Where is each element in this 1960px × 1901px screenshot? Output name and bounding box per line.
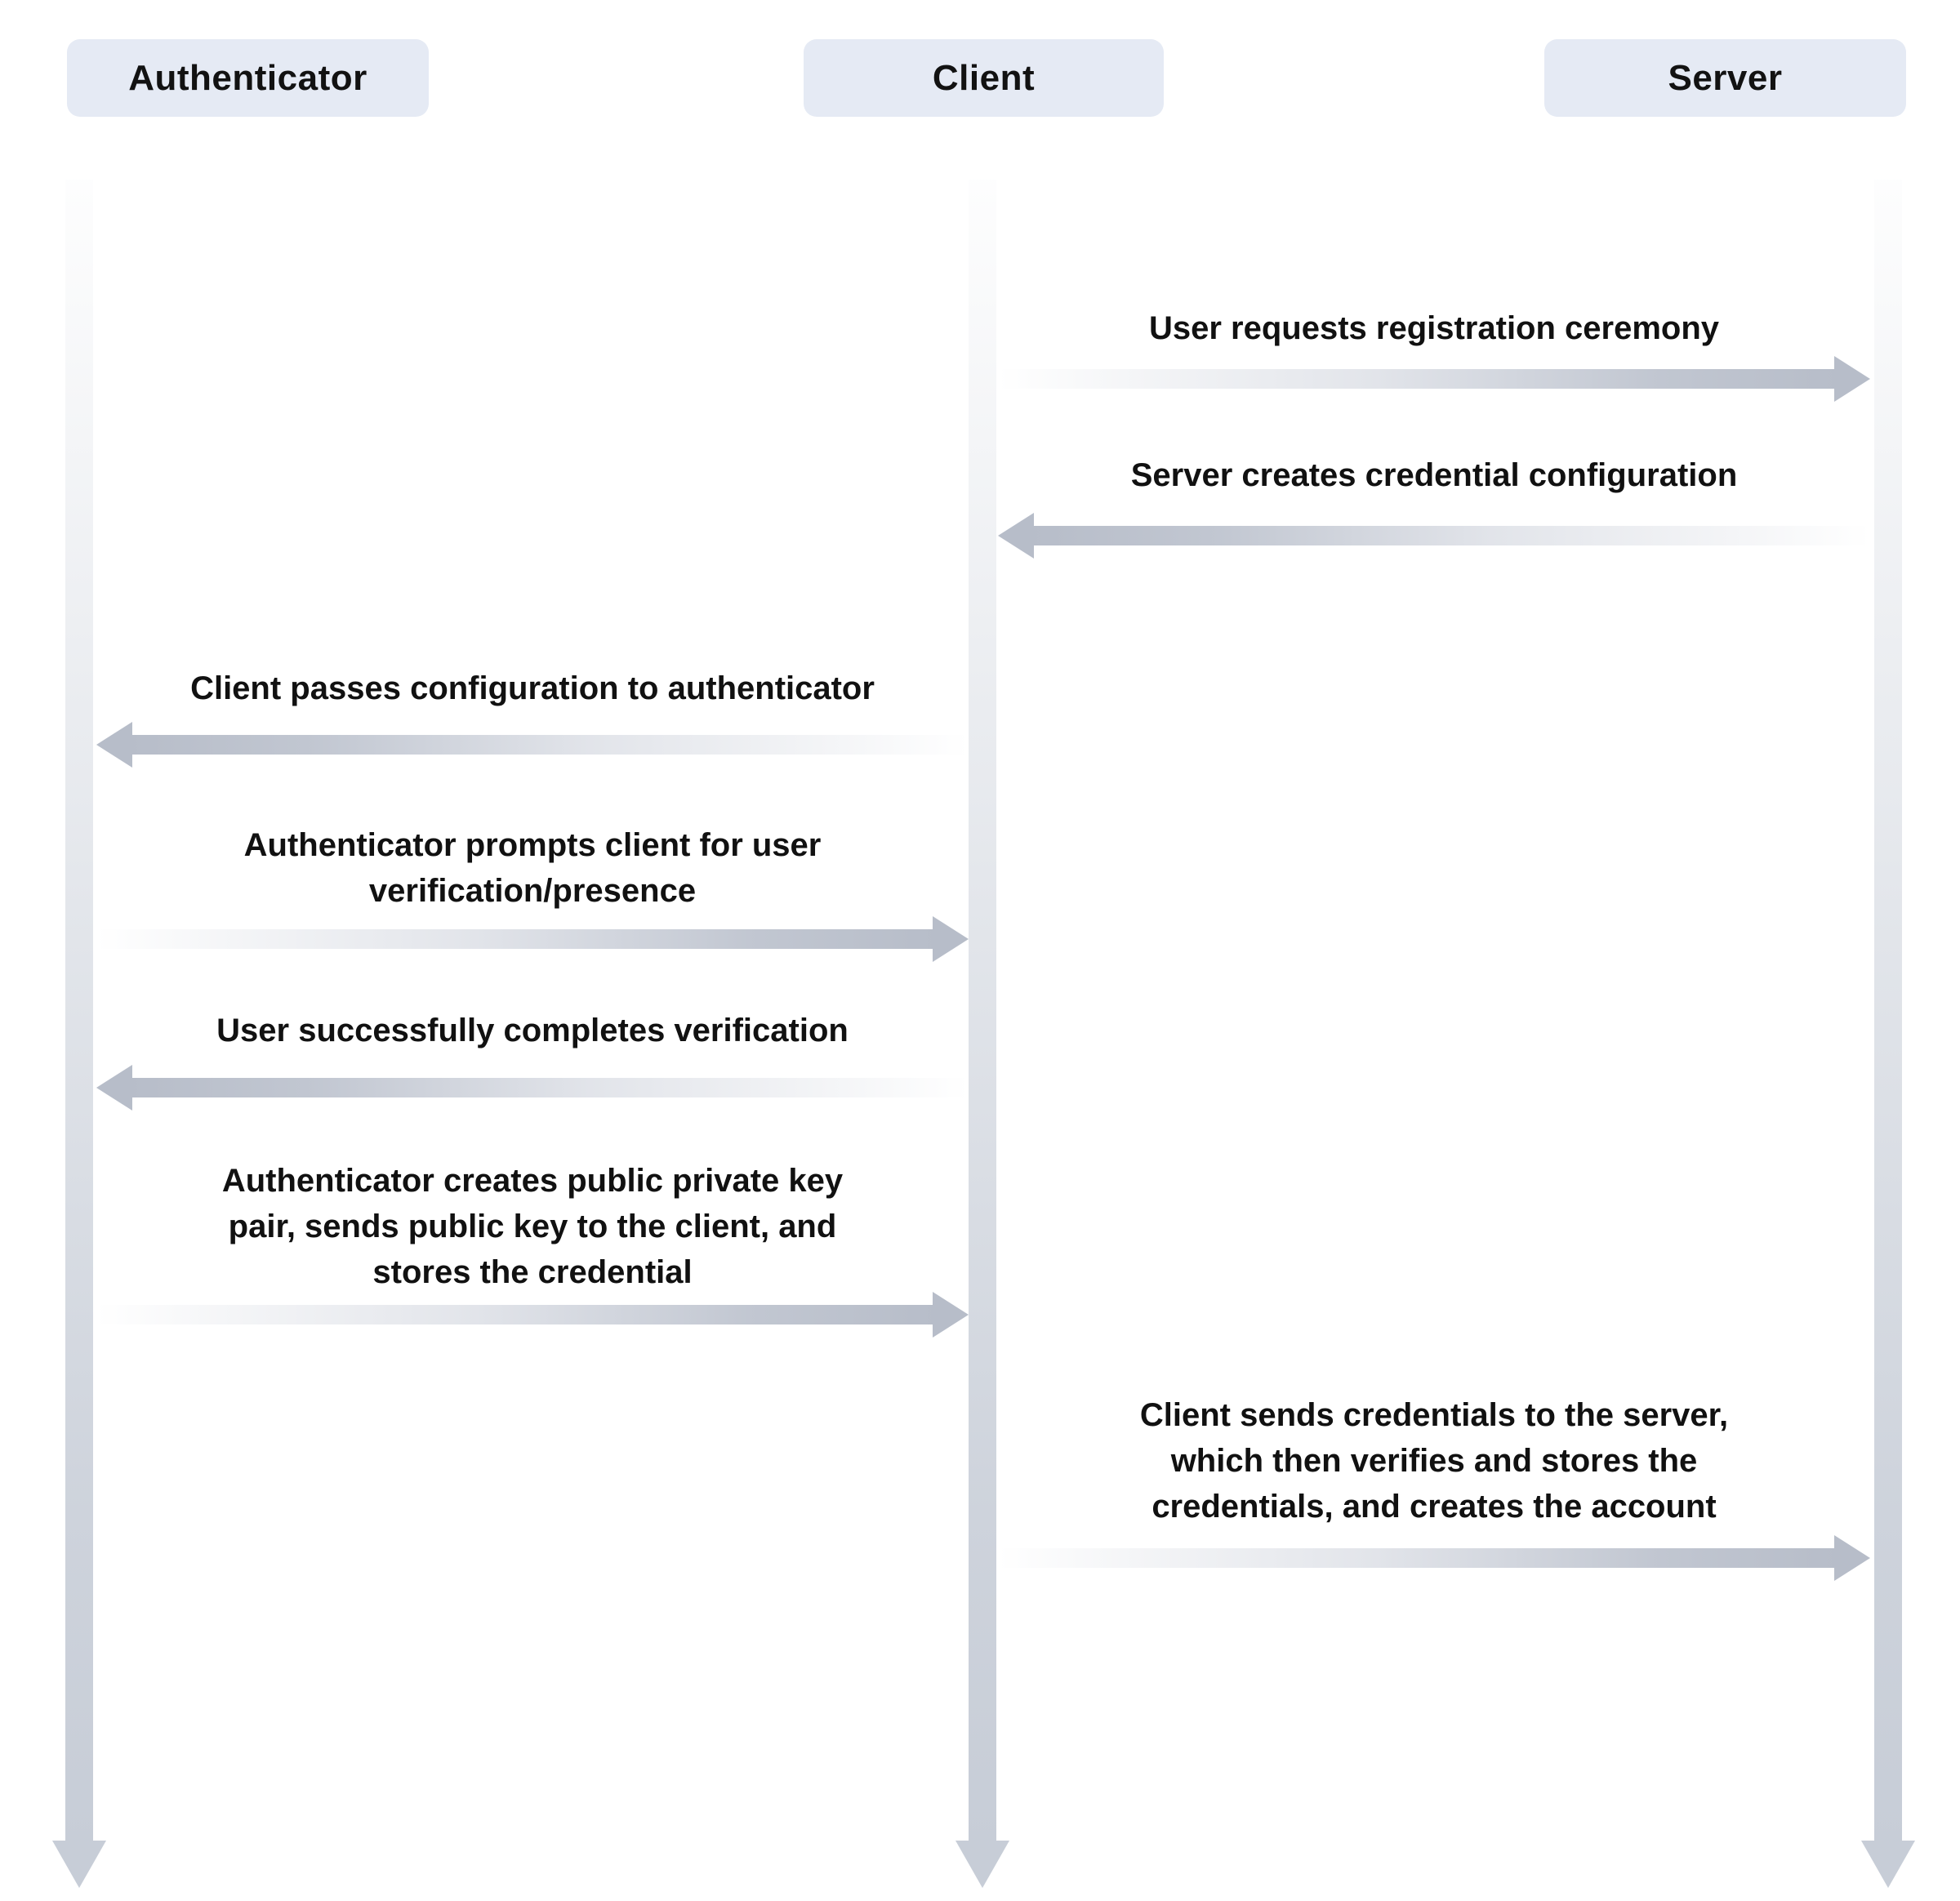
actor-label-server: Server <box>1668 57 1783 98</box>
actor-label-authenticator: Authenticator <box>128 57 368 98</box>
lifeline-server <box>1874 180 1902 1845</box>
message-label-7: Client sends credentials to the server, which then verifies and stores the credentials, and creates the account <box>1139 1397 1729 1525</box>
arrow-head <box>1834 1535 1870 1581</box>
message-label-1: User requests registration ceremony <box>1148 310 1720 346</box>
arrow-shaft <box>96 1305 936 1324</box>
arrow-shaft <box>998 1548 1838 1568</box>
arrow-head <box>933 1292 969 1338</box>
arrow-shaft <box>129 735 969 755</box>
arrow-head <box>96 1065 132 1111</box>
arrow-shaft <box>1031 526 1870 545</box>
message-arrow-right-icon <box>96 916 969 962</box>
lifeline-authenticator <box>65 180 93 1845</box>
lifeline-arrow-down-icon <box>1861 1841 1915 1888</box>
arrow-head <box>1834 356 1870 402</box>
arrow-head <box>998 513 1034 559</box>
message-arrow-left-icon <box>998 513 1870 559</box>
message-arrow-right-icon <box>998 356 1870 402</box>
message-arrow-left-icon <box>96 1065 969 1111</box>
actor-label-client: Client <box>932 57 1036 98</box>
message-label-4: Authenticator prompts client for user verification/presence <box>243 827 822 909</box>
message-label-5: User successfully completes verification <box>216 1013 849 1048</box>
lifeline-arrow-down-icon <box>956 1841 1009 1888</box>
lifeline-client <box>969 180 996 1845</box>
actor-box-client <box>804 39 1164 117</box>
actor-box-authenticator <box>67 39 429 117</box>
arrow-shaft <box>998 369 1838 389</box>
message-arrow-left-icon <box>96 722 969 768</box>
message-arrow-right-icon <box>998 1535 1870 1581</box>
arrow-head <box>96 722 132 768</box>
message-label-2: Server creates credential configuration <box>1130 457 1738 493</box>
message-label-6: Authenticator creates public private key pair, sends public key to the client, and stores the credential <box>221 1163 844 1290</box>
message-arrow-right-icon <box>96 1292 969 1338</box>
arrow-shaft <box>129 1078 969 1097</box>
message-label-3: Client passes configuration to authenticator <box>190 670 875 706</box>
arrow-head <box>933 916 969 962</box>
actor-box-server <box>1544 39 1906 117</box>
arrow-shaft <box>96 929 936 949</box>
lifeline-arrow-down-icon <box>52 1841 106 1888</box>
